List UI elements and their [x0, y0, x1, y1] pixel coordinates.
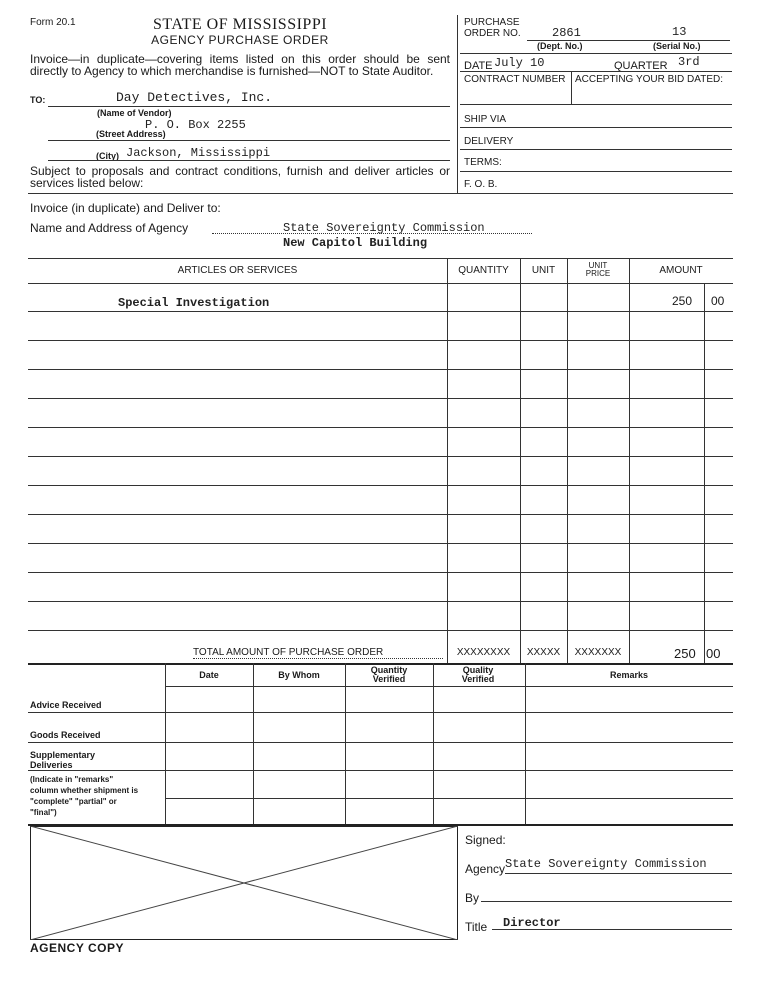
receipt-header-by-whom: By Whom: [278, 670, 320, 680]
total-quantity: XXXXXXXX: [456, 647, 511, 658]
header-unit-price: UNIT PRICE: [585, 261, 611, 278]
receipt-row-line: [28, 742, 733, 743]
form-subtitle: AGENCY PURCHASE ORDER: [151, 33, 329, 47]
vendor-street: P. O. Box 2255: [145, 118, 246, 132]
agency-address-label: Name and Address of Agency: [30, 221, 189, 235]
table-row-line: [28, 601, 733, 602]
serial-no-label: (Serial No.): [653, 41, 701, 51]
receipt-row-line: [28, 770, 733, 771]
total-amount-cents: 00: [706, 646, 721, 661]
receipt-col-divider: [433, 663, 434, 825]
signature-agency-label: Agency: [465, 862, 506, 876]
item-amount-cents: 00: [711, 294, 725, 308]
fob-label: F. O. B.: [464, 179, 498, 190]
serial-number: 13: [672, 25, 687, 39]
ship-via-line: [460, 127, 732, 128]
by-label: By: [465, 891, 480, 905]
signature-title: Director: [503, 916, 561, 930]
col-divider-quantity: [447, 258, 448, 664]
delivery-label: DELIVERY: [464, 136, 514, 147]
crossed-out-box: [30, 826, 458, 940]
item-description: Special Investigation: [118, 296, 270, 310]
receipt-col-divider: [165, 663, 166, 825]
date-line: [460, 71, 732, 72]
date-label: DATE: [464, 60, 493, 72]
accepting-bid-label: ACCEPTING YOUR BID DATED:: [575, 74, 723, 85]
delivery-line: [460, 149, 732, 150]
title-line: [492, 929, 732, 930]
dept-no-label: (Dept. No.): [537, 41, 583, 51]
total-unit-price: XXXXXXX: [574, 647, 622, 658]
table-row-line: [28, 485, 733, 486]
to-label: TO:: [30, 95, 46, 105]
indicate-remarks-note: (Indicate in "remarks" column whether shipment is "complete" "partial" or "final"): [30, 775, 139, 817]
header-articles: ARTICLES OR SERVICES: [177, 265, 298, 276]
table-row-line: [28, 340, 733, 341]
form-title: STATE OF MISSISSIPPI: [152, 16, 328, 33]
total-label: TOTAL AMOUNT OF PURCHASE ORDER: [193, 647, 384, 658]
table-row-line: [28, 543, 733, 544]
header-bottom-rule: [28, 193, 733, 194]
form-number: Form 20.1: [30, 17, 76, 28]
receipt-header-remarks: Remarks: [609, 670, 649, 680]
city-label: (City): [96, 151, 119, 161]
total-leader-line: [193, 658, 443, 659]
header-bottom-line: [28, 283, 733, 284]
street-address-label: (Street Address): [96, 129, 166, 139]
signature-agency-line: [505, 873, 732, 874]
header-amount: AMOUNT: [659, 265, 703, 276]
receipt-header-date: Date: [199, 670, 219, 680]
col-divider-unit-price: [567, 258, 568, 664]
table-row-line: [28, 398, 733, 399]
signed-label: Signed:: [465, 833, 506, 847]
table-top-rule: [28, 258, 733, 259]
advice-received-label: Advice Received: [30, 700, 102, 710]
header-divider: [457, 15, 458, 193]
agency-line-2: New Capitol Building: [283, 236, 428, 250]
po-bottom-line: [460, 53, 732, 54]
vendor-name-label: (Name of Vendor): [97, 108, 172, 118]
receipt-col-divider: [253, 663, 254, 825]
table-row-line: [28, 630, 733, 631]
item-amount-dollars: 250: [672, 294, 693, 308]
order-date: July 10: [494, 56, 545, 70]
quarter-value: 3rd: [678, 55, 700, 69]
agency-copy-label: AGENCY COPY: [30, 941, 124, 955]
invoice-deliver-text: Invoice (in duplicate) and Deliver to:: [30, 201, 221, 215]
po-label: PURCHASE ORDER NO.: [464, 17, 521, 39]
by-line: [481, 901, 732, 902]
street-line: [48, 140, 450, 141]
agency-line-1: State Sovereignty Commission: [283, 221, 485, 235]
receipt-row-line: [165, 798, 733, 799]
city-line: [48, 160, 450, 161]
table-row-line: [28, 311, 733, 312]
dept-number: 2861: [552, 26, 581, 40]
total-amount-dollars: 250: [674, 646, 696, 661]
header-quantity: QUANTITY: [458, 265, 509, 276]
header-unit: UNIT: [531, 265, 556, 276]
vendor-city: Jackson, Mississippi: [126, 146, 271, 160]
title-label: Title: [465, 920, 488, 934]
receipt-row-line: [28, 712, 733, 713]
contract-line: [460, 104, 732, 105]
subject-text: Subject to proposals and contract conditions, furnish and deliver articles or services listed below:: [30, 164, 450, 190]
table-row-line: [28, 427, 733, 428]
table-row-line: [28, 514, 733, 515]
table-row-line: [28, 572, 733, 573]
terms-line: [460, 171, 732, 172]
col-divider-unit: [520, 258, 521, 664]
table-row-line: [28, 456, 733, 457]
contract-number-label: CONTRACT NUMBER: [464, 74, 566, 85]
vendor-name-line: [48, 106, 450, 107]
total-unit: XXXXX: [526, 647, 561, 658]
receipt-col-divider: [525, 663, 526, 825]
vendor-name: Day Detectives, Inc.: [116, 90, 273, 105]
receipt-header-line: [165, 686, 733, 687]
terms-label: TERMS:: [464, 157, 502, 168]
table-row-line: [28, 369, 733, 370]
contract-divider: [571, 71, 572, 104]
quarter-label: QUARTER: [614, 60, 668, 72]
receipt-header-quality-verified: Quality Verified: [461, 665, 495, 684]
signature-agency: State Sovereignty Commission: [505, 857, 707, 871]
supplementary-deliveries-label: Supplementary Deliveries: [30, 750, 96, 770]
col-divider-amount: [629, 258, 630, 664]
receipt-col-divider: [345, 663, 346, 825]
invoice-instruction: Invoice—in duplicate—covering items listed on this order should be sent directly to Agency to which merchandise is furnished—NOT to State Auditor.: [30, 52, 450, 78]
receipt-header-quantity-verified: Quantity Verified: [370, 665, 408, 684]
ship-via-label: SHIP VIA: [464, 114, 507, 125]
goods-received-label: Goods Received: [30, 730, 101, 740]
